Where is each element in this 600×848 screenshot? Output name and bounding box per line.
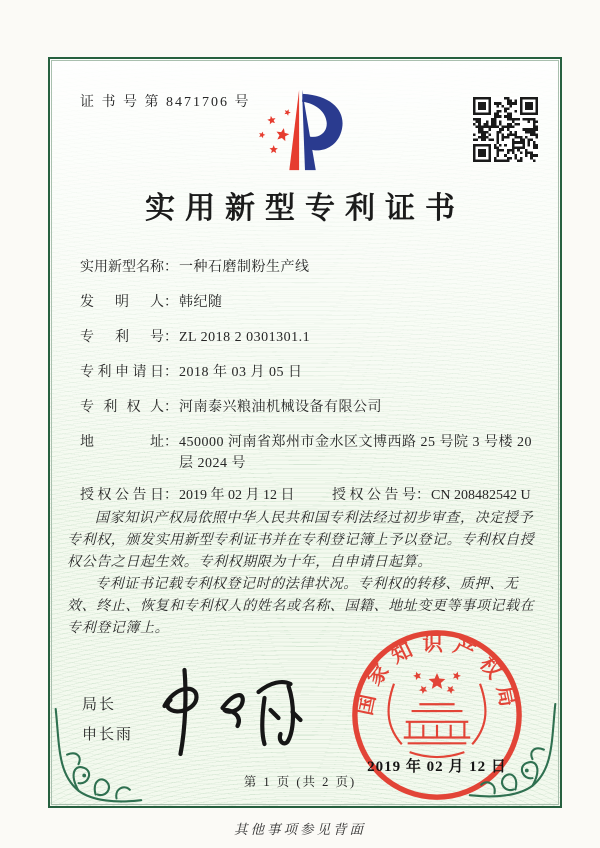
field-colon: ： [164,330,178,345]
field-colon: ： [164,435,178,450]
field-row-address [80,432,542,474]
field-label: 专利权人 [80,400,164,415]
field-value: 2018 年 03 月 05 日 [179,365,303,380]
corner-ornament-left [50,707,145,807]
certificate-fields [80,257,542,488]
field-label: 发明人 [80,295,164,310]
qr-code [473,97,538,162]
field-colon: ： [164,400,178,415]
field-colon: ： [416,488,430,503]
field-label: 实用新型名称 [80,260,164,275]
field-row-filing-date [80,362,542,383]
logo-stars [259,109,291,153]
commissioner-title: 局长 [82,697,117,713]
field-value: 韩纪随 [179,295,223,310]
legal-paragraph-2: 专利证书记载专利权登记时的法律状况。专利权的转移、质押、无效、终止、恢复和专利权人的姓名或名称、国籍、地址变更等事项记载在专利登记簿上。 [67,577,535,636]
field-label: 地址 [80,435,164,450]
field-value: ZL 2018 2 0301301.1 [179,330,311,345]
grant-date-label: 授权公告日 [80,488,164,503]
field-label: 专利号 [80,330,164,345]
field-label: 专利申请日 [80,365,164,380]
back-side-note: 其他事项参见背面 [234,822,366,837]
grant-no-label: 授权公告号 [332,488,416,503]
logo-p-mark [289,90,342,170]
field-value: 450000 河南省郑州市金水区文博西路 25 号院 3 号楼 20 层 2024 号 [179,435,532,471]
cnipa-logo [250,86,358,176]
page-number: 第 1 页 (共 2 页) [243,775,357,789]
field-row-patent-no [80,327,542,348]
field-colon: ： [164,260,178,275]
certificate-title: 实用新型专利证书 [145,192,465,225]
seal-date: 2019 年 02 月 12 日 [367,759,507,775]
grant-row [80,485,550,506]
field-row-name [80,257,542,278]
field-row-inventor [80,292,542,313]
commissioner-name: 申长雨 [82,727,134,743]
legal-text [67,508,545,640]
signature-shen-changyu [138,664,323,764]
field-value: 河南泰兴粮油机械设备有限公司 [179,400,382,415]
certificate-number: 证 书 号 第 8471706 号 [80,95,251,110]
field-value: 一种石磨制粉生产线 [179,260,310,275]
grant-no-group [332,485,550,506]
field-colon: ： [164,365,178,380]
field-colon: ： [164,488,178,503]
grant-date-group [80,485,332,506]
seal-text: 国家知识产权局 [354,633,520,718]
grant-date-value: 2019 年 02 月 12 日 [179,488,295,503]
field-row-patentee [80,397,542,418]
grant-no-value: CN 208482542 U [431,488,531,503]
legal-paragraph-1: 国家知识产权局依照中华人民共和国专利法经过初步审查，决定授予专利权，颁发实用新型专利证书并在专利登记簿上予以登记。专利权自授权公告之日起生效。专利权期限为十年，自申请日起算。 [67,511,535,570]
field-colon: ： [164,295,178,310]
